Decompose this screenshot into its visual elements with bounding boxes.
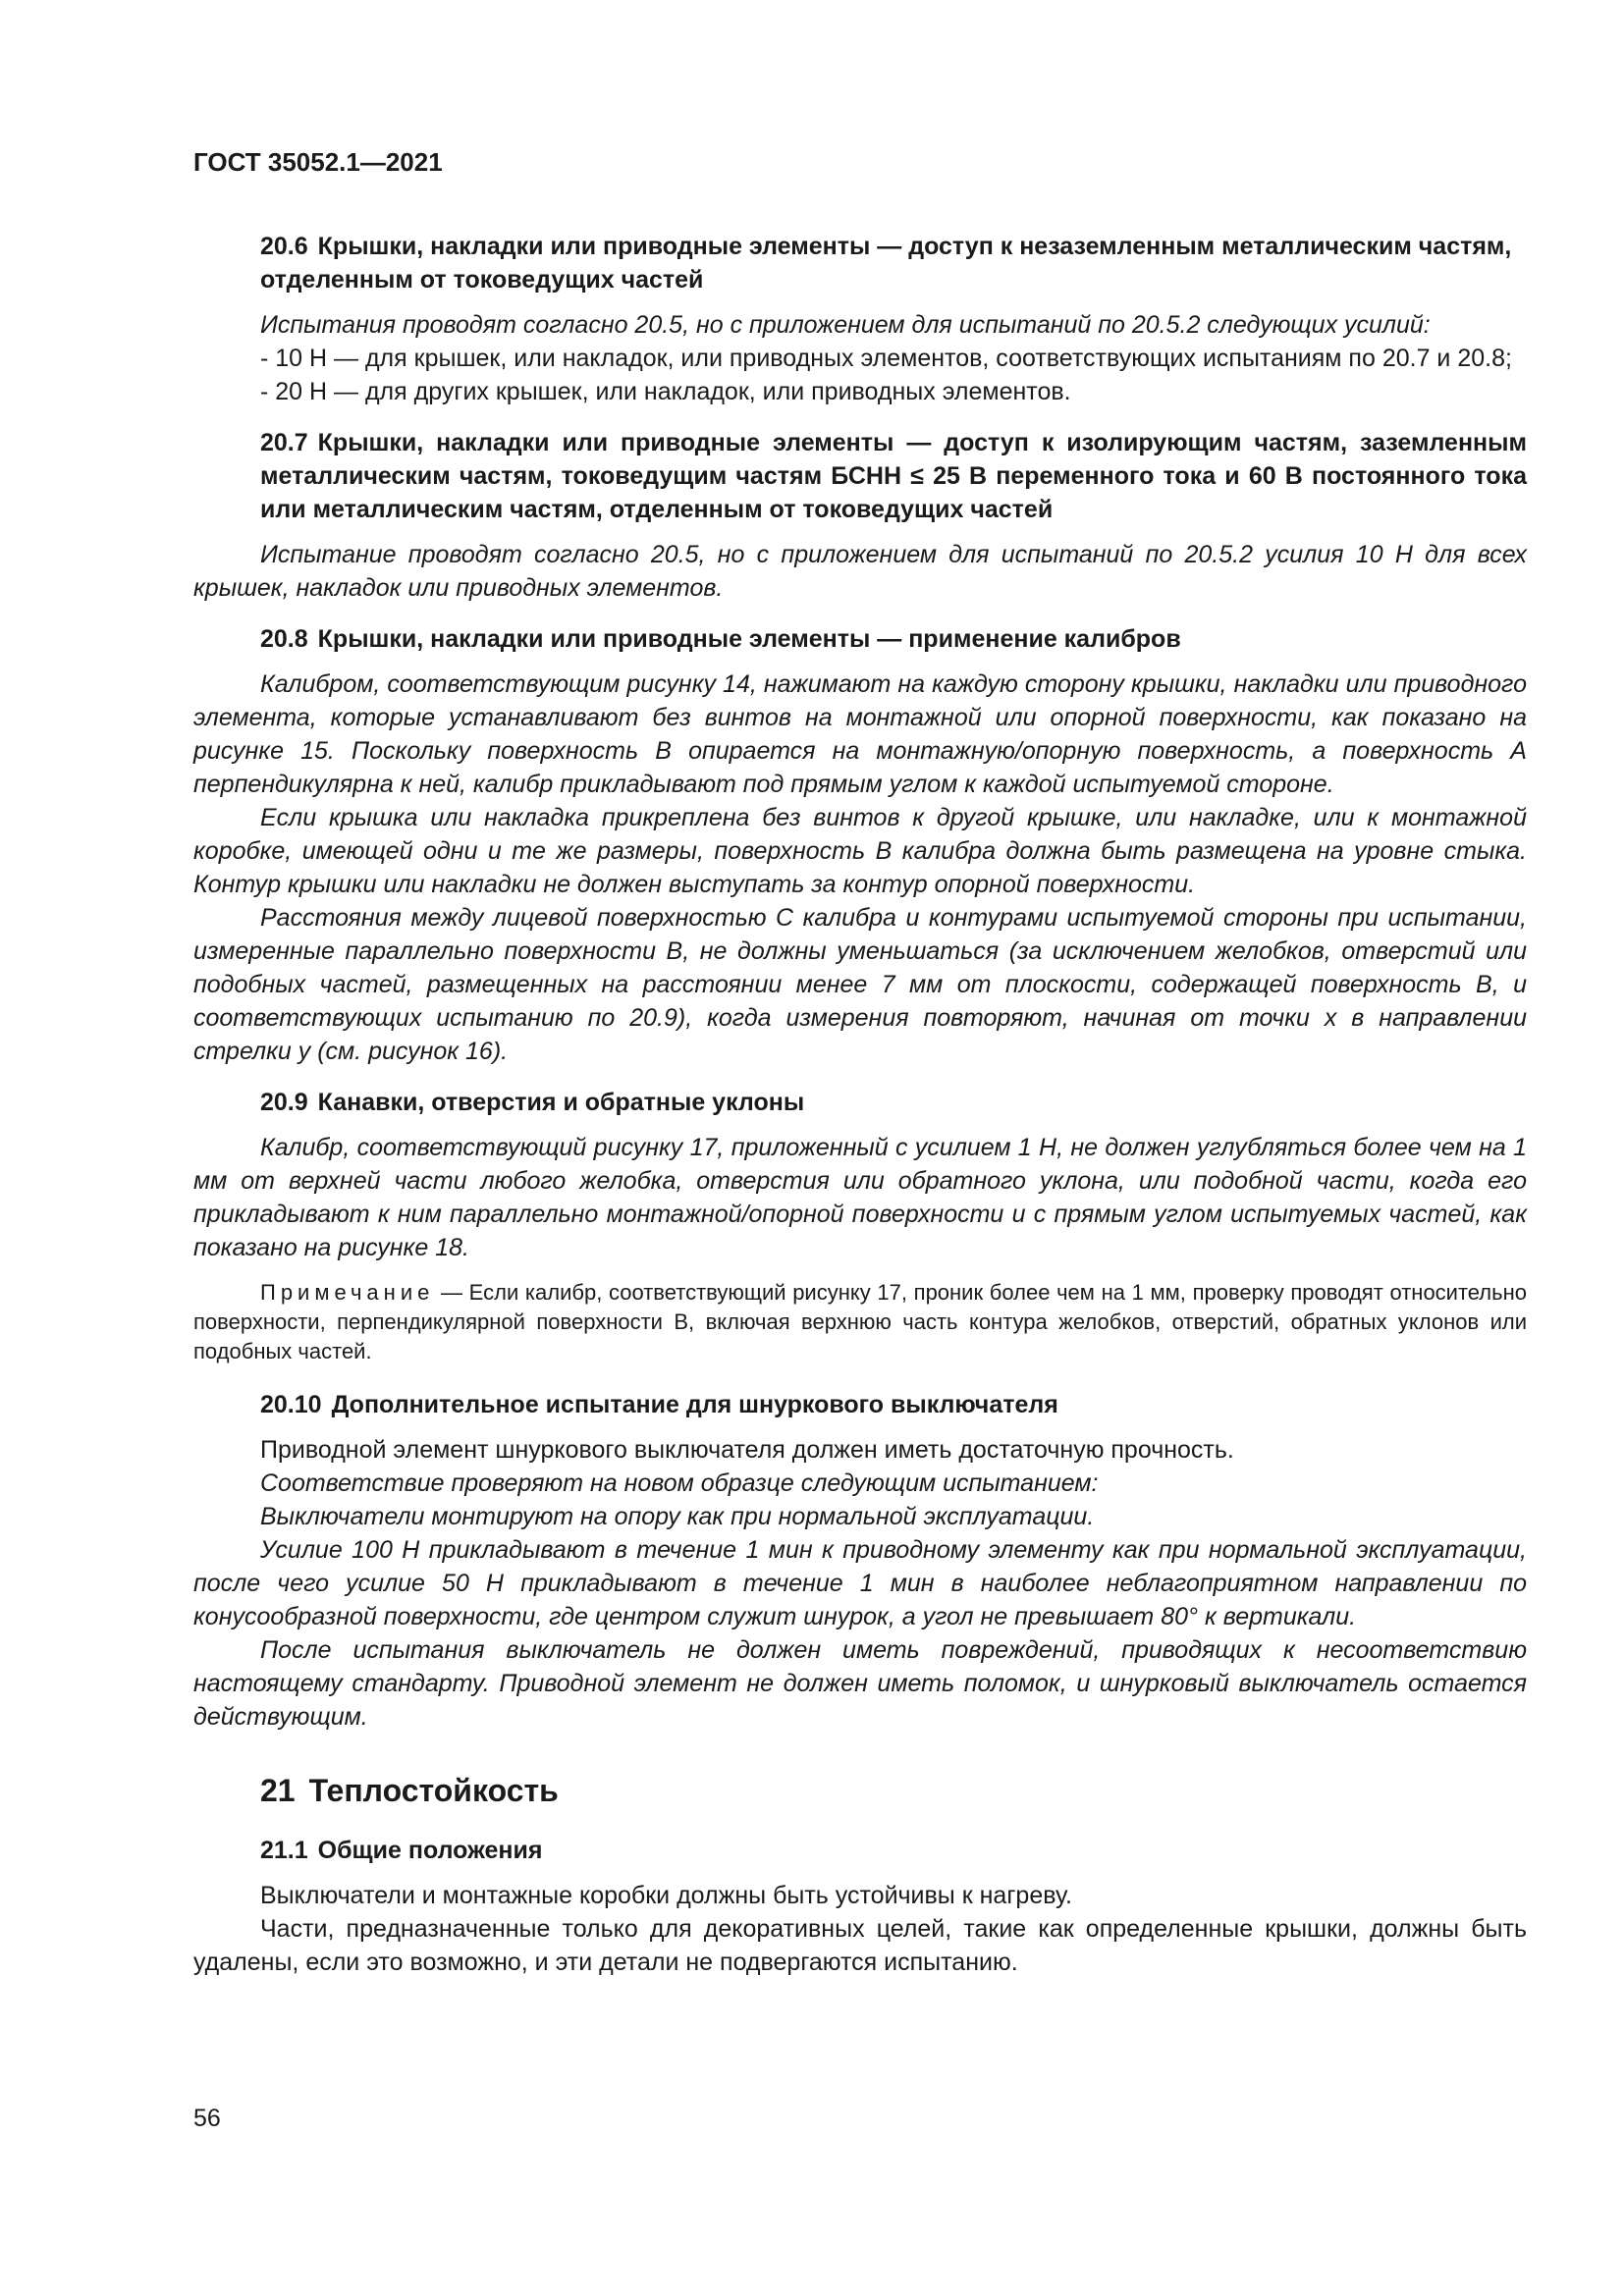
section-20-8-body [193, 667, 1527, 1068]
paragraph: Если крышка или накладка прикреплена без винтов к другой крышке, или накладке, или к монтажной коробке, имеющей одни и те же размеры, поверхность В калибра должна быть размещена на уровне стыка. Контур крышки или накладки не должен выступать за контур опорной поверхности. [193, 804, 1527, 898]
note-text: — Если калибр, соответствующий рисунку 17, проник более чем на 1 мм, проверку проводят относительно поверхности, перпендикулярной поверхности B, включая верхнюю часть контура желобков, отверстий, обратных уклонов или подобных частей. [193, 1280, 1527, 1363]
paragraph: Части, предназначенные только для декоративных целей, такие как определенные крышки, должны быть удалены, если это возможно, и эти детали не подвергаются испытанию. [193, 1915, 1527, 1976]
section-title: Крышки, накладки или приводные элементы — применение калибров [317, 625, 1181, 653]
section-21-1-heading [193, 1834, 1527, 1867]
section-20-7-heading [193, 426, 1527, 526]
paragraph: После испытания выключатель не должен иметь повреждений, приводящих к несоответствию настоящему стандарту. Приводной элемент не должен иметь поломок, и шнурковый выключатель остается действующим. [193, 1636, 1527, 1731]
section-20-7-body [193, 538, 1527, 605]
paragraph: Расстояния между лицевой поверхностью С калибра и контурами испытуемой стороны при испытании, измеренные параллельно поверхности В, не должны уменьшаться (за исключением желобков, отверстий или подобных частей, размещенных на расстоянии менее 7 мм от плоскости, содержащей поверхность В, и соответствующих испытанию по 20.9), когда измерения повторяют, начиная от точки x в направлении стрелки y (см. рисунок 16). [193, 904, 1527, 1065]
paragraph: Приводной элемент шнуркового выключателя должен иметь достаточную прочность. [260, 1436, 1234, 1464]
section-20-6-heading [193, 230, 1527, 296]
section-title: Дополнительное испытание для шнуркового выключателя [331, 1391, 1058, 1418]
section-title: Крышки, накладки или приводные элементы — доступ к незаземленным металлическим частям, отделенным от токоведущих частей [260, 233, 1512, 294]
paragraph: Испытания проводят согласно 20.5, но с приложением для испытаний по 20.5.2 следующих усилий: [260, 311, 1431, 339]
section-20-9-heading [193, 1086, 1527, 1119]
section-20-10-body [193, 1433, 1527, 1734]
paragraph: Выключатели монтируют на опору как при нормальной эксплуатации. [260, 1503, 1095, 1530]
section-title: Канавки, отверстия и обратные уклоны [317, 1089, 805, 1116]
paragraph: Усилие 100 Н прикладывают в течение 1 мин к приводному элементу как при нормальной эксплуатации, после чего усилие 50 Н прикладывают в течение 1 мин в наиболее неблагоприятном направлении по конусообразной поверхности, где центром служит шнурок, а угол не превышает 80° к вертикали. [193, 1536, 1527, 1630]
section-number: 20.8 [260, 625, 308, 653]
paragraph: Калибром, соответствующим рисунку 14, нажимают на каждую сторону крышки, накладки или приводного элемента, которые устанавливают без винтов на монтажной или опорной поверхности, как показано на рисунке 15. Поскольку поверхность В опирается на монтажную/опорную поверхность, а поверхность А перпендикулярна к ней, калибр прикладывают под прямым углом к каждой испытуемой стороне. [193, 670, 1527, 798]
section-21-heading [193, 1771, 1527, 1810]
paragraph: Испытание проводят согласно 20.5, но с приложением для испытаний по 20.5.2 усилия 10 Н для всех крышек, накладок или приводных элементов. [193, 541, 1527, 602]
page-number: 56 [193, 2105, 221, 2132]
section-number: 21 [260, 1773, 296, 1808]
section-title: Теплостойкость [308, 1773, 559, 1808]
note-label: Примечание [260, 1280, 435, 1305]
list-item: - 10 Н — для крышек, или накладок, или приводных элементов, соответствующих испытаниям по 20.7 и 20.8; [260, 345, 1512, 372]
paragraph: Соответствие проверяют на новом образце следующим испытанием: [260, 1469, 1099, 1497]
section-20-10-heading [193, 1388, 1527, 1421]
section-number: 20.9 [260, 1089, 308, 1116]
paragraph: Выключатели и монтажные коробки должны быть устойчивы к нагреву. [260, 1882, 1072, 1909]
section-number: 20.10 [260, 1391, 322, 1418]
section-20-8-heading [193, 622, 1527, 656]
paragraph: Калибр, соответствующий рисунку 17, приложенный с усилием 1 Н, не должен углубляться более чем на 1 мм от верхней части любого желобка, отверстия или обратного уклона, или подобной части, когда его прикладывают к ним параллельно монтажной/опорной поверхности и с прямым углом испытуемых частей, как показано на рисунке 18. [193, 1134, 1527, 1261]
section-20-6-body [193, 308, 1527, 408]
note [193, 1278, 1527, 1366]
section-21-1-body [193, 1879, 1527, 1979]
list-item: - 20 Н — для других крышек, или накладок, или приводных элементов. [260, 378, 1071, 405]
section-number: 21.1 [260, 1837, 308, 1864]
section-title: Общие положения [317, 1837, 543, 1864]
section-number: 20.6 [260, 233, 308, 260]
section-20-9-body [193, 1131, 1527, 1366]
section-title: Крышки, накладки или приводные элементы — доступ к изолирующим частям, заземленным металлическим частям, токоведущим частям БСНН ≤ 25 В переменного тока и 60 В постоянного тока или металлическим частям, отделенным от токоведущих частей [260, 429, 1527, 523]
standard-header: ГОСТ 35052.1—2021 [193, 147, 443, 177]
document-page [193, 145, 1527, 1979]
section-number: 20.7 [260, 429, 308, 456]
